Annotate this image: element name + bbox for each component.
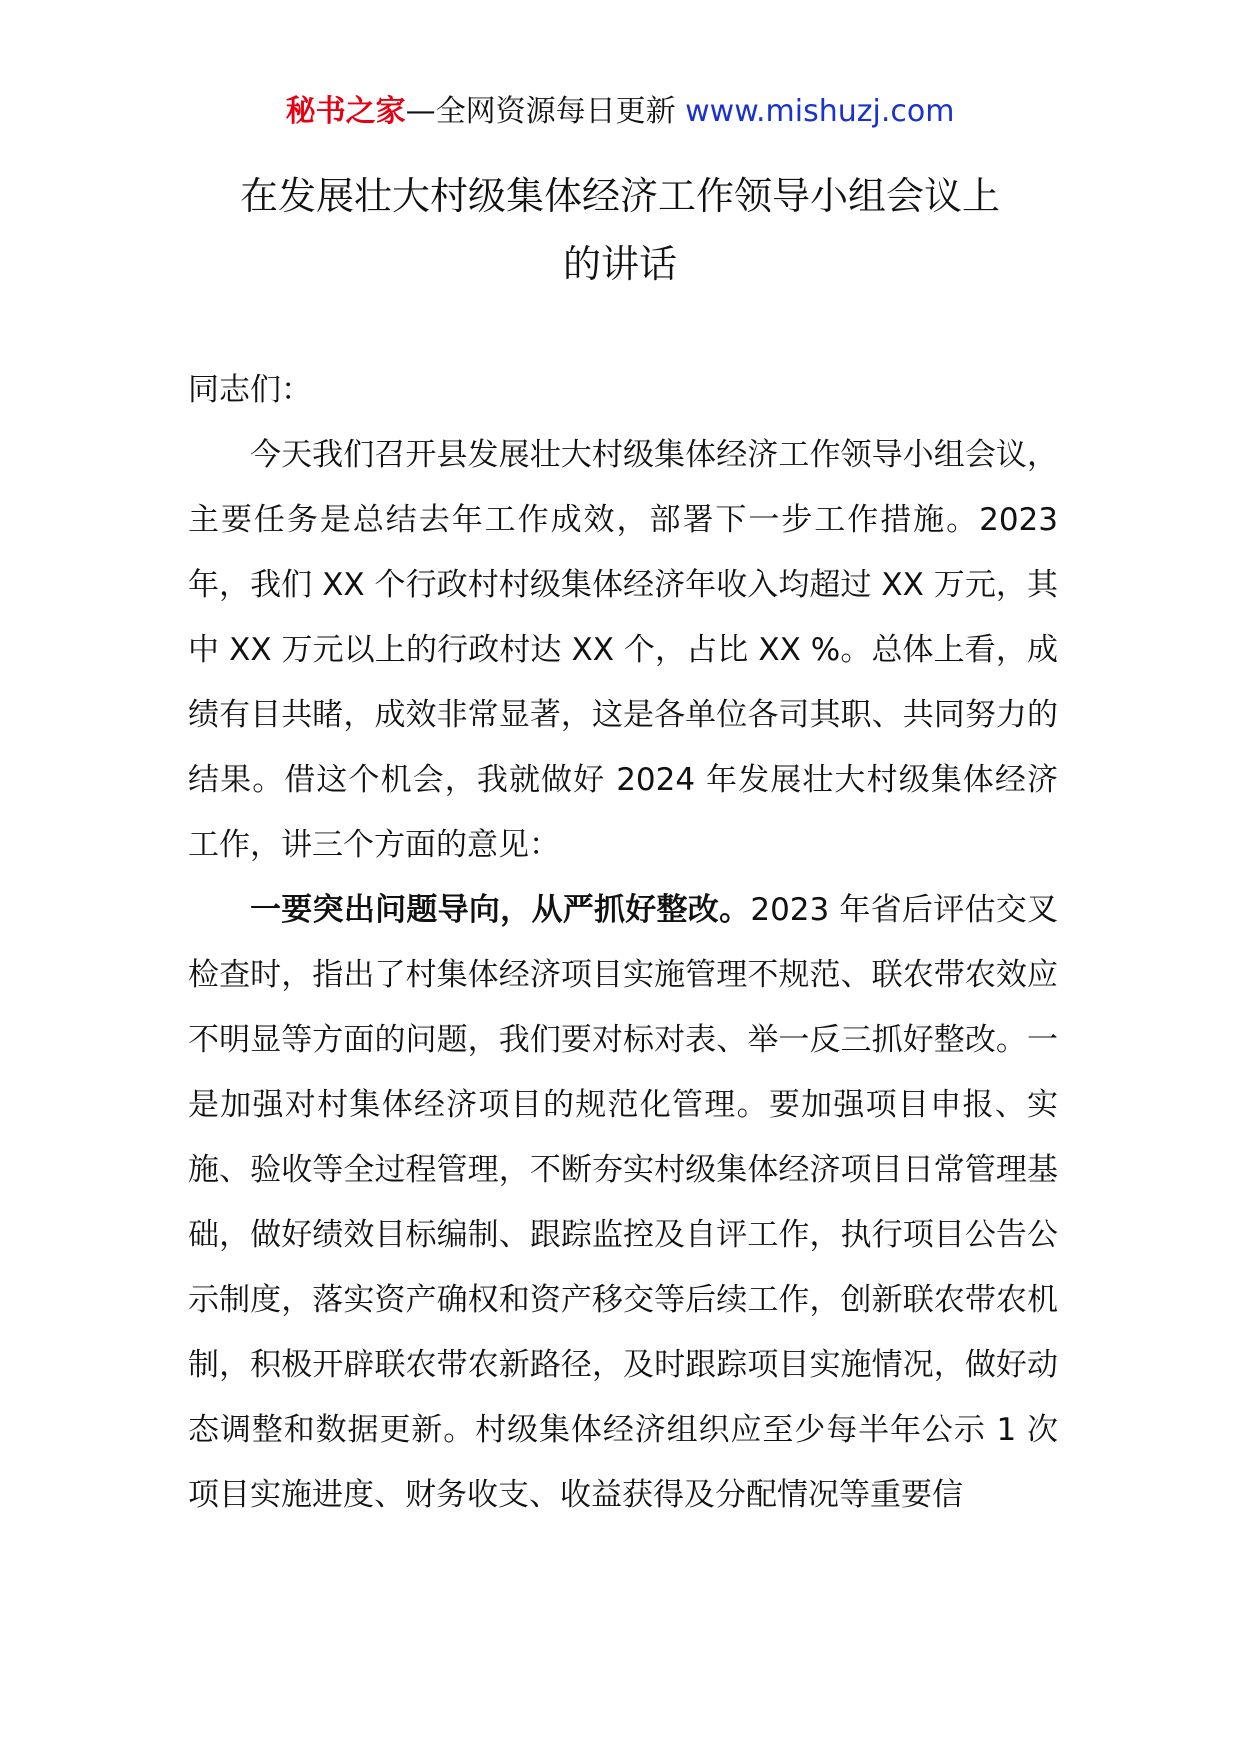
document-body [188,358,1058,1528]
paragraph-2 [188,878,1058,1528]
document-title [150,162,1090,298]
header-tagline: —全网资源每日更新 [405,94,676,129]
brand-name: 秘书之家 [285,94,406,129]
paragraph-2-text: 2023 年省后评估交叉检查时，指出了村集体经济项目实施管理不规范、联农带农效应不明显等方面的问题，我们要对标对表、举一反三抓好整改。一是加强对村集体经济项目的规范化管理。要加强项目申报、实施、验收等全过程管理，不断夯实村级集体经济项目日常管理基础，做好绩效目标编制、跟踪监控及自评工作，执行项目公告公示制度，落实资产确权和资产移交等后续工作，创新联农带农机制，积极开辟联农带农新路径，及时跟踪项目实施情况，做好动态调整和数据更新。村级集体经济组织应至少每半年公示 1 次项目实施进度、财务收支、收益获得及分配情况等重要信 [188,892,1059,1513]
paragraph-2-lead: 一要突出问题导向，从严抓好整改。 [250,892,751,928]
title-line-2: 的讲话 [562,242,677,286]
paragraph-1: 今天我们召开县发展壮大村级集体经济工作领导小组会议，主要任务是总结去年工作成效，部署下一步工作措施。2023 年，我们 XX 个行政村村级集体经济年收入均超过 XX 万元，其中 XX 万元以上的行政村达 XX 个，占比 XX %。总体上看，成绩有目共睹，成效非常显著，这是各单位各司其职、共同努力的结果。借这个机会，我就做好 2024 年发展壮大村级集体经济工作，讲三个方面的意见： [188,437,1058,863]
title-line-1: 在发展壮大村级集体经济工作领导小组会议上 [239,174,1000,218]
site-link[interactable]: www.mishuzj.com [685,94,955,129]
salutation: 同志们： [188,372,312,408]
site-header [0,92,1240,132]
